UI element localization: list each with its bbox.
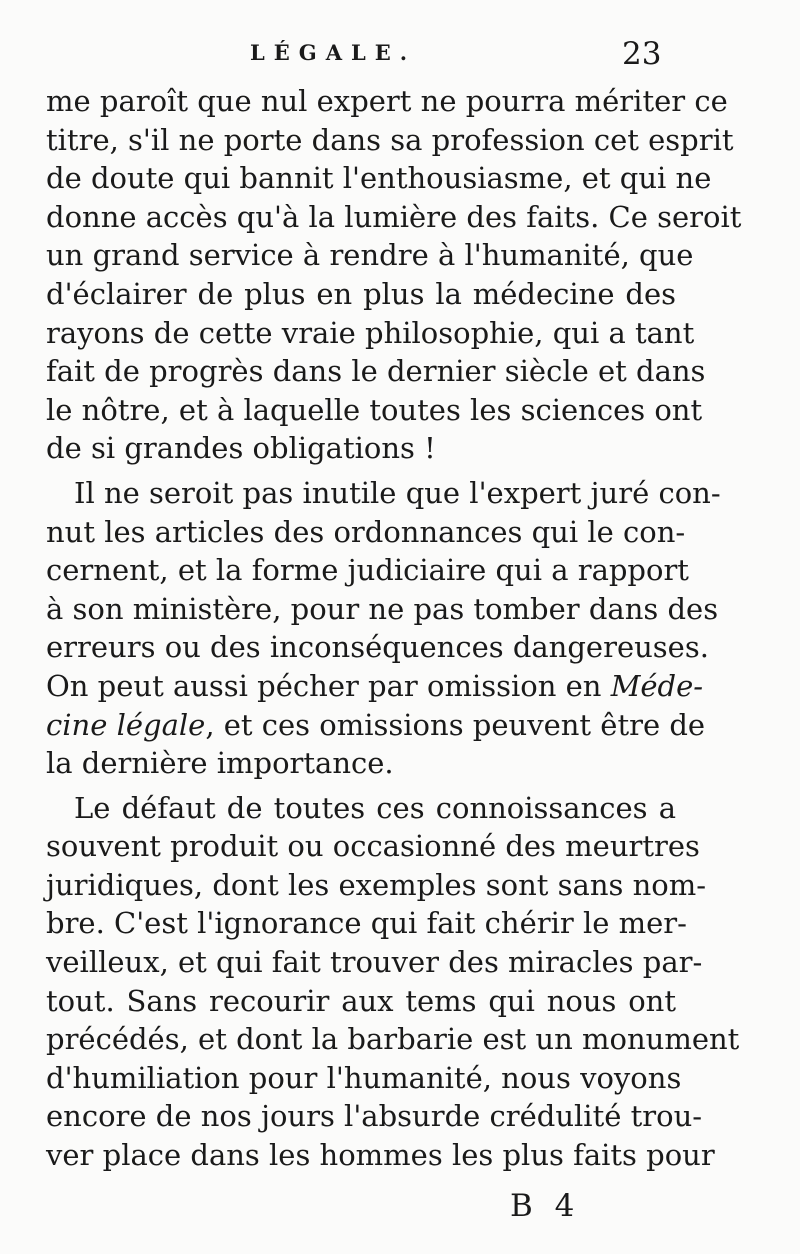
- page-number: 23: [622, 36, 662, 72]
- text-run: On peut aussi pécher par omission en: [46, 668, 602, 703]
- italic-term: cine légale: [46, 707, 206, 742]
- text-line: Il ne seroit pas inutile que l'expert juré con-: [74, 475, 721, 510]
- text-line: cernent, et la forme judiciaire qui a rapport: [46, 553, 689, 588]
- text-line: juridiques, dont les exemples sont sans nom-: [46, 867, 707, 902]
- text-line: de si grandes obligations !: [46, 431, 436, 466]
- text-run: , et ces omissions peuvent être de: [205, 707, 706, 742]
- text-line: d'éclairer de plus en plus la médecine des: [46, 276, 676, 311]
- text-line: donne accès qu'à la lumière des faits. Ce seroit: [46, 199, 742, 234]
- signature-mark: B 4: [510, 1188, 581, 1224]
- text-line: erreurs ou des inconséquences dangereuses.: [46, 630, 709, 665]
- running-head: [0, 36, 800, 72]
- running-title: LÉGALE.: [250, 40, 417, 65]
- text-line: [46, 667, 704, 706]
- text-line: rayons de cette vraie philosophie, qui a tant: [46, 315, 695, 350]
- text-line: souvent produit ou occasionné des meurtres: [46, 829, 700, 864]
- text-line: un grand service à rendre à l'humanité, que: [46, 238, 694, 273]
- text-line: tout. Sans recourir aux tems qui nous ont: [46, 983, 676, 1018]
- text-line: encore de nos jours l'absurde crédulité trou-: [46, 1099, 703, 1134]
- text-line: veilleux, et qui fait trouver des miracles par-: [46, 945, 703, 980]
- text-line: de doute qui bannit l'enthousiasme, et qui ne: [46, 161, 712, 196]
- text-line: la dernière importance.: [46, 746, 394, 781]
- text-line: ver place dans les hommes les plus faits pour: [46, 1138, 715, 1173]
- text-line: le nôtre, et à laquelle toutes les sciences ont: [46, 392, 703, 427]
- body-text: [46, 82, 742, 1175]
- text-line: me paroît que nul expert ne pourra mériter ce: [46, 84, 728, 118]
- text-line: bre. C'est l'ignorance qui fait chérir le mer-: [46, 906, 687, 941]
- italic-term: Méde-: [610, 668, 704, 703]
- text-line: d'humiliation pour l'humanité, nous voyons: [46, 1060, 682, 1095]
- text-line: fait de progrès dans le dernier siècle et dans: [46, 354, 706, 389]
- text-line: nut les articles des ordonnances qui le con-: [46, 514, 686, 549]
- text-line: [46, 706, 706, 745]
- text-line: à son ministère, pour ne pas tomber dans des: [46, 591, 719, 626]
- text-line: Le défaut de toutes ces connoissances a: [74, 790, 676, 825]
- text-line: titre, s'il ne porte dans sa profession cet esprit: [46, 122, 734, 157]
- text-line: précédés, et dont la barbarie est un monument: [46, 1022, 740, 1057]
